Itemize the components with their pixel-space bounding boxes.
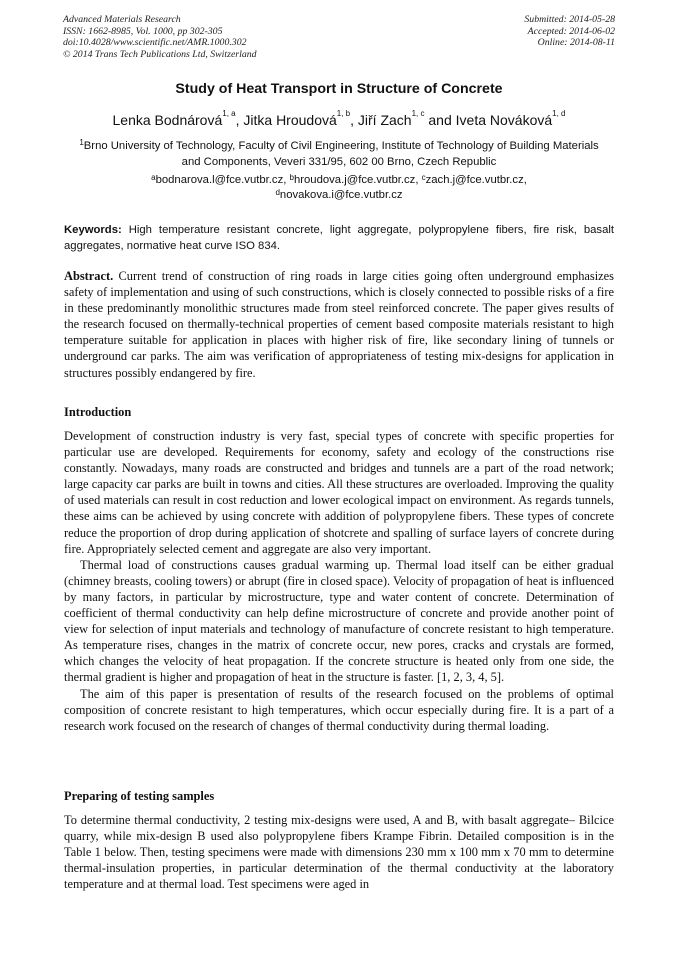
email-link[interactable]: zach.j@fce.vutbr.cz: [425, 174, 524, 186]
journal-info: [63, 14, 257, 60]
online-date: Online: 2014-08-11: [537, 37, 615, 49]
paper-title: Study of Heat Transport in Structure of Concrete: [175, 81, 503, 97]
email-link[interactable]: hroudova.j@fce.vutbr.cz: [293, 174, 416, 186]
journal-name: Advanced Materials Research: [63, 14, 181, 25]
email-link[interactable]: novakova.i@fce.vutbr.cz: [279, 189, 403, 201]
author-sup: 1, b: [336, 109, 351, 118]
journal-issn: ISSN: 1662-8985, Vol. 1000, pp 302-305: [63, 25, 223, 37]
author-sup: 1, a: [222, 109, 236, 118]
affiliation: $^1$Brno University of Technology, Faculty of Civil Engineering, Institute of Technology of Building Materials and Components, Veveri 331/95, 602 00 Brno, Czech Republic: [79, 138, 599, 168]
section-heading-preparing: Preparing of testing samples: [64, 789, 215, 803]
section-heading-introduction: Introduction: [64, 405, 132, 419]
submission-dates: [524, 14, 615, 49]
author-emails: $^a$bodnarova.l@fce.vutbr.cz, $^b$hroudova.j@fce.vutbr.cz, $^c$zach.j@fce.vutbr.cz, $^d$novakova.i@fce.vutbr.cz: [151, 173, 527, 201]
journal-doi: doi:10.4028/www.scientific.net/AMR.1000.302: [63, 37, 247, 49]
submitted-date: Submitted: 2014-05-28: [524, 14, 615, 25]
author-list: Lenka Bodnárová$^{1, a}$, Jitka Hroudová$^{1, b}$, Jiří Zach$^{1, c}$ and Iveta Nováková$^{1, d}$: [112, 109, 566, 128]
keywords: [64, 222, 614, 254]
journal-copyright: © 2014 Trans Tech Publications Ltd, Switzerland: [63, 48, 257, 60]
abstract-label: Abstract.: [64, 269, 114, 283]
abstract: [64, 268, 614, 381]
author-name: Lenka Bodnárová: [112, 112, 223, 128]
paragraph: To determine thermal conductivity, 2 testing mix-designs were used, A and B, with basalt aggregate– Bilcice quarry, while mix-design B used also polypropylene fibers Krampe Fibrin. Detailed composition is in the Table 1 below. Then, testing specimens were made with dimensions 230 mm x 100 mm x 70 mm to determine thermal-insulation properties, in particular determination of the thermal conductivity at the laboratory temperature and at thermal load. Test specimens were aged in: [64, 813, 614, 892]
paragraph: Thermal load of constructions causes gradual warming up. Thermal load itself can be either gradual (chimney breasts, cooling towers) or abrupt (fire in closed space). Velocity of propagation of heat is influenced by many factors, in particular by microstructure, type and water content of concrete. Determination of coefficient of thermal conductivity can help define microstructure of concrete and provide another point of view for selection of input materials and technology of manufacture of concrete resistant to high temperature. As temperature rises, changes in the matrix of concrete occur, new pores, cracks and crystals are formed, which changes the velocity of heat propagation. If the concrete structure is heated only from one side, the thermal gradient is higher and propagation of heat in the structure is faster. [1, 2, 3, 4, 5].: [64, 557, 614, 685]
author-sup: 1, c: [411, 109, 425, 118]
author-name: Iveta Nováková: [455, 112, 553, 128]
author-sup: 1, d: [552, 109, 566, 118]
email-link[interactable]: bodnarova.l@fce.vutbr.cz: [155, 174, 284, 186]
abstract-text: Current trend of construction of ring roads in large cities going often underground emphasizes safety of implementation and using of such constructions, which is closely connected to possible risks of a fire in these predominantly monolithic structures made from steel reinforced concrete. The paper gives results of the research focused on thermally-technical properties of cement based composite materials resistant to high temperature suitable for application in places with higher risk of fire, like secondary lining of tunnels or underground car parks. The aim was verification of appropriateness of testing mix-designs for application in structures possibly endangered by fire.: [64, 269, 614, 380]
affiliation-text: Brno University of Technology, Faculty of Civil Engineering, Institute of Technology of Building Materials and Components, Veveri 331/95, 602 00 Brno, Czech Republic: [83, 140, 599, 168]
introduction-body: [64, 428, 614, 734]
paragraph: Development of construction industry is very fast, special types of concrete with specific properties for particular use are developed. Requirements for economy, safety and ecology of the constructions rise constantly. Nowadays, many roads are constructed and bridges and tunnels are a part of the road network; large capacity car parks are built in towns and cities. All these structures are overloaded. Improving the quality of used materials can result in cost reduction and lower ecological impact on environment. As regards tunnels, these aims can be achieved by using concrete with addition of polypropylene fibers. These types of concrete reduce the proportion of drop during application of shotcrete and spalling of surface layers of concrete during fire. Appropriately selected cement and aggregate are also very important.: [64, 429, 614, 556]
paragraph: The aim of this paper is presentation of results of the research focused on the problems of optimal composition of concrete resistant to high temperatures, which occur especially during fire. It is a part of a research work focused on the research of changes of thermal conductivity during thermal loading.: [64, 686, 614, 733]
accepted-date: Accepted: 2014-06-02: [527, 25, 615, 37]
author-name: Jiří Zach: [357, 112, 412, 128]
keywords-label: Keywords:: [64, 224, 122, 236]
author-name: Jitka Hroudová: [243, 112, 337, 128]
keywords-text: High temperature resistant concrete, light aggregate, polypropylene fibers, fire risk, basalt aggregates, normative heat curve ISO 834.: [64, 224, 614, 252]
preparing-body: [64, 812, 614, 892]
